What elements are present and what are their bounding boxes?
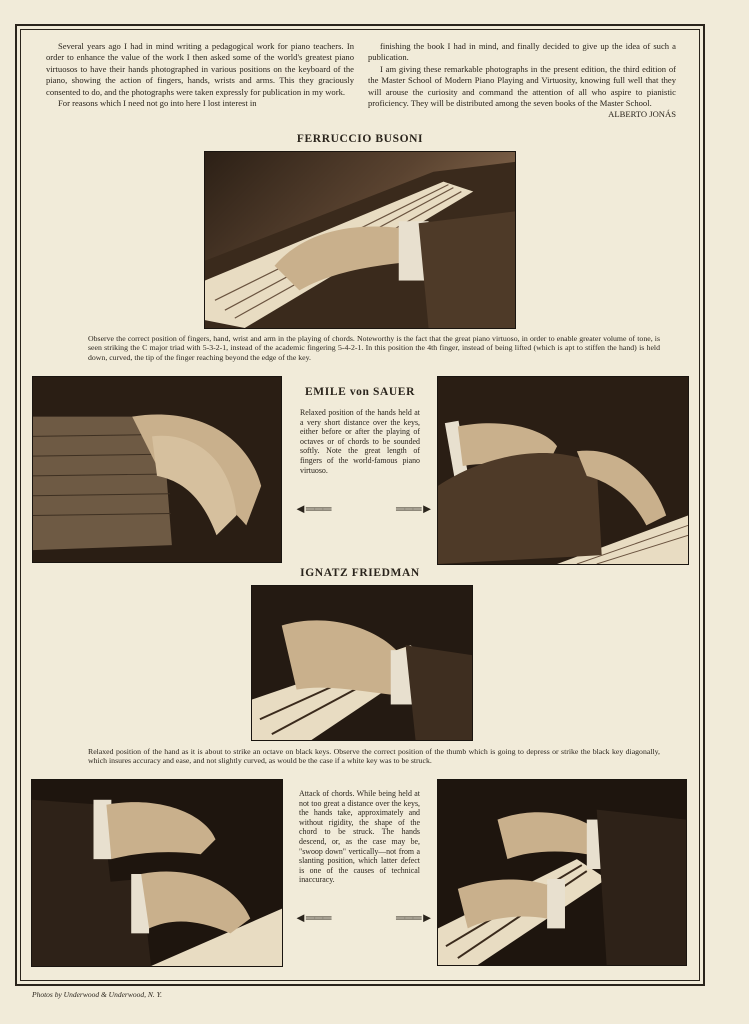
heading-busoni: FERRUCCIO BUSONI [296,133,424,145]
caption-friedman: Relaxed position of the hand as it is about to strike an octave on black keys. Observe the correct position of the thumb which is going to depress or strike the black key diagonally, which insures accuracy and ease, and not slightly curved, as would be the case if a white key was to be struck. [88,747,660,766]
text-chords: Attack of chords. While being held at not too great a distance over the keys, the hands take, approximately and without rigidity, the shape of the chord to be struck. The hands descend, or, as the case may be, "swoop down" vertically—not from a slanting position, which latter defect is one of the causes of technical inaccuracy. [299,789,420,885]
heading-sauer: EMILE von SAUER [305,386,415,398]
photo-sauer-right [437,376,689,565]
photo-chords-right [437,779,687,966]
arrow-left-icon: ◄═══ [294,501,331,516]
photo-credit: Photos by Underwood & Underwood, N. Y. [32,990,162,999]
intro-paragraph-4: I am giving these remarkable photographs in the present edition, the third edition of the Master School of Modern Piano Playing and Virtuosity, knowing full well that they will arouse the curiosity and command the attention of all who aspire to pianistic proficiency. They will be distributed among the seven books of the Master School. [368,63,676,109]
intro-right-column [368,41,676,121]
arrow-left-icon-2: ◄═══ [294,910,331,925]
photo-friedman-hand [251,585,473,741]
intro-paragraph-3: finishing the book I had in mind, and finally decided to give up the idea of such a publication. [368,41,676,63]
arrow-right-icon: ═══► [396,501,433,516]
photo-busoni-hand [204,151,516,329]
caption-busoni: Observe the correct position of fingers, hand, wrist and arm in the playing of chords. Noteworthy is the fact that the great piano virtuoso, in order to enable greater volume of tone, is seen striking the C major triad with 5-3-2-1, instead of the academic fingering 5-4-2-1. In this position the 4th finger, instead of being lifted (which is apt to stiffen the hand) is held down, curved, the tip of the finger reaching beyond the edge of the key. [88,334,660,362]
photo-sauer-left [32,376,282,563]
intro-paragraph-2: For reasons which I need not go into here I lost interest in [58,98,257,109]
intro-left-column [46,41,354,109]
heading-friedman: IGNATZ FRIEDMAN [300,567,420,579]
arrow-right-icon-2: ═══► [396,910,433,925]
text-sauer: Relaxed position of the hands held at a very short distance over the keys, either before or after the playing of octaves or of chords to be sounded softly. Note the great length of fingers of the world-famous piano virtuoso. [300,408,420,475]
intro-paragraph-1: Several years ago I had in mind writing a pedagogical work for piano teachers. In order to enhance the value of the work I then asked some of the world's greatest piano virtuosos to have their hands photographed in various positions on the keyboard of the piano, showing the action of fingers, hands, wrists and arms. This they graciously consented to do, and the photographs were taken expressly for publication in my work. [46,41,354,97]
photo-chords-left [31,779,283,967]
intro-signature: ALBERTO JONÁS [608,109,676,120]
